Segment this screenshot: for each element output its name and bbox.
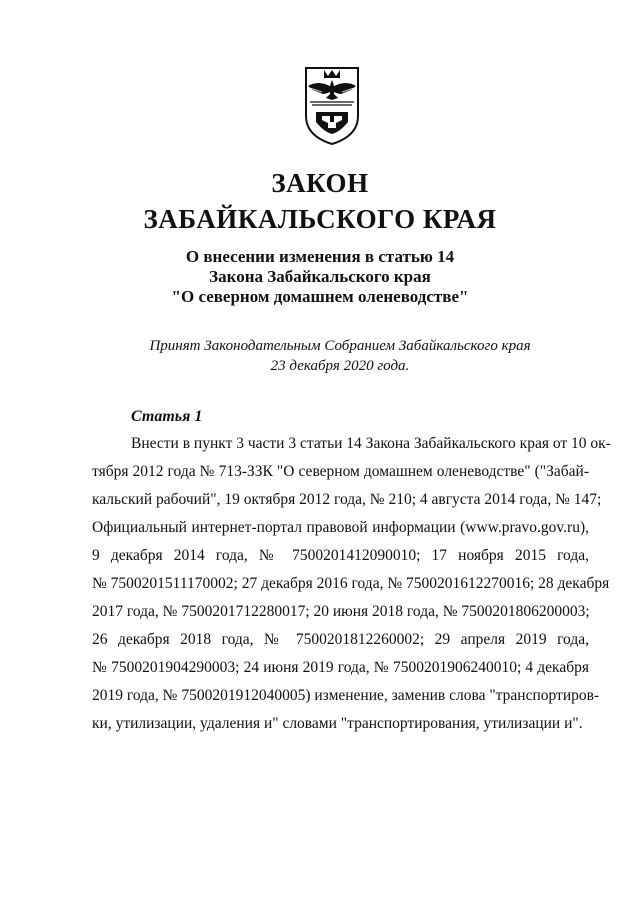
- article-text-line: 9 декабря 2014 года, № 7500201412090010; 17 ноября 2015 года,: [92, 547, 589, 564]
- law-subject-line-1: О внесении изменения в статью 14: [185, 247, 455, 266]
- article-text-line: Официальный интернет-портал правовой информации (www.pravo.gov.ru),: [92, 519, 589, 536]
- article-heading: Статья 1: [131, 408, 203, 425]
- coat-of-arms-emblem: [300, 64, 364, 146]
- article-text-line: кальский рабочий", 19 октября 2012 года, № 210; 4 августа 2014 года, № 147;: [92, 491, 602, 508]
- article-text-line: тября 2012 года № 713-ЗЗК "О северном домашнем оленеводстве" ("Забай-: [92, 463, 589, 480]
- article-text-line: 2017 года, № 7500201712280017; 20 июня 2018 года, № 7500201806200003;: [92, 603, 590, 620]
- article-text-line: Внести в пункт 3 части 3 статьи 14 Закона Забайкальского края от 10 ок-: [131, 435, 611, 452]
- adoption-note-line-1: Принят Законодательным Собранием Забайкальского края: [149, 338, 531, 354]
- article-text-line: ки, утилизации, удаления и" словами "транспортирования, утилизации и".: [92, 715, 583, 732]
- article-text-line: 26 декабря 2018 года, № 7500201812260002; 29 апреля 2019 года,: [92, 631, 589, 648]
- article-text-line: № 7500201904290003; 24 июня 2019 года, № 7500201906240010; 4 декабря: [92, 659, 589, 676]
- law-subject-line-3: "О северном домашнем оленеводстве": [171, 287, 469, 306]
- article-text-line: № 7500201511170002; 27 декабря 2016 года, № 7500201612270016; 28 декабря: [92, 575, 610, 592]
- law-subject-line-2: Закона Забайкальского края: [209, 267, 431, 286]
- region-title: ЗАБАЙКАЛЬСКОГО КРАЯ: [143, 204, 497, 234]
- law-title: ЗАКОН: [271, 168, 369, 198]
- adoption-date: 23 декабря 2020 года.: [270, 358, 410, 374]
- article-text-line: 2019 года, № 7500201912040005) изменение, заменив слова "транспортиров-: [92, 687, 600, 704]
